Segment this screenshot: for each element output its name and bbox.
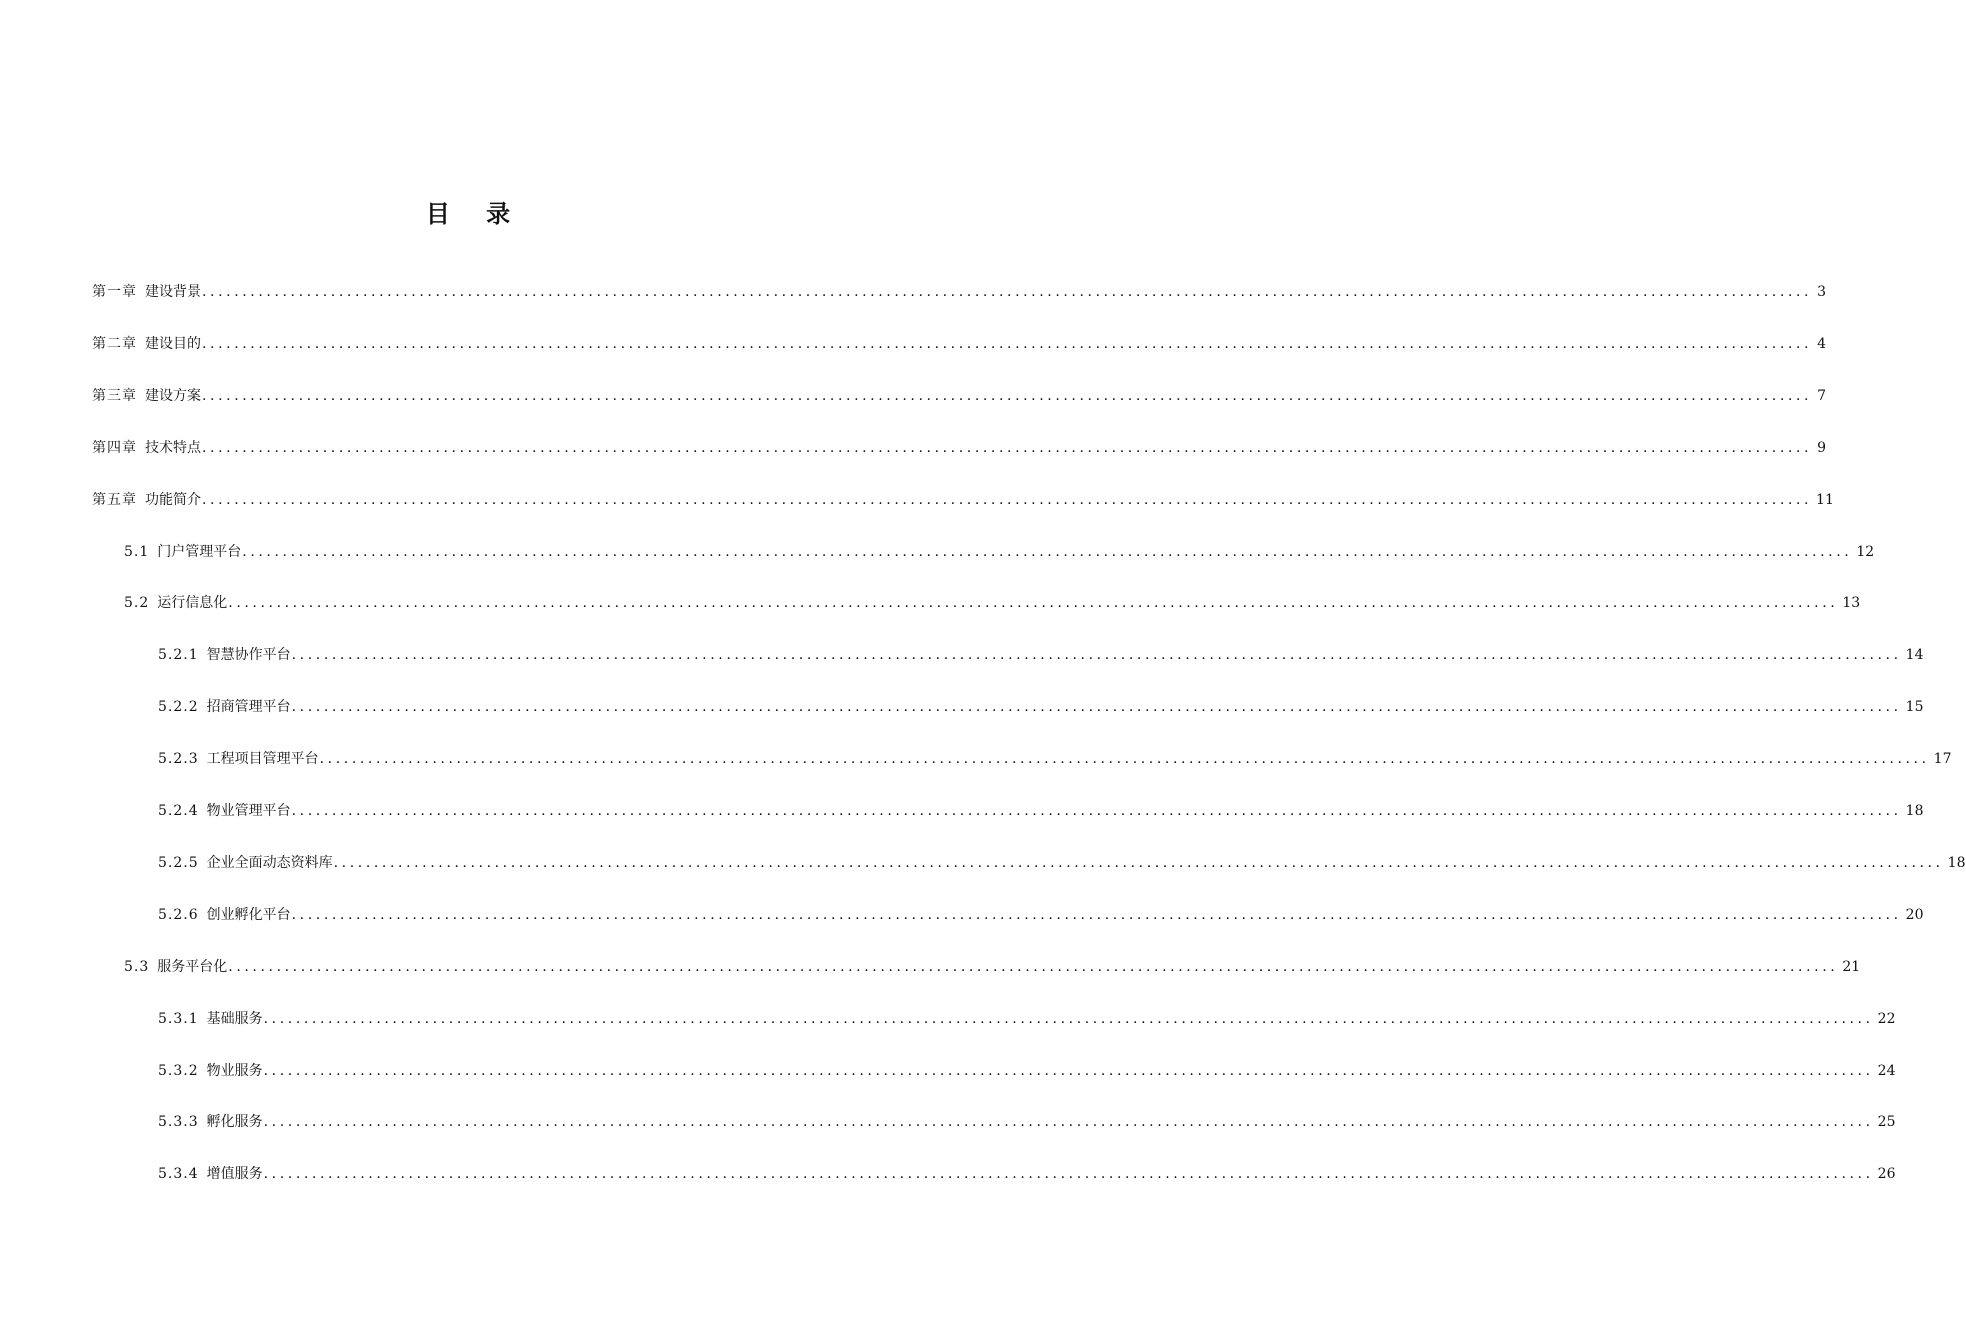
toc-dot-leader: ........................................................................................................................................................................................................ <box>228 959 1839 975</box>
toc-page-number: 22 <box>1877 1011 1896 1027</box>
toc-page-number: 25 <box>1877 1114 1896 1130</box>
toc-page-number: 20 <box>1905 907 1924 923</box>
toc-entry[interactable] <box>158 1164 1896 1184</box>
toc-entry-number: 5.3.3 <box>158 1114 199 1130</box>
toc-entry-number: 5.2 <box>124 595 150 611</box>
toc-entry[interactable] <box>92 282 1827 302</box>
toc-entry[interactable] <box>158 801 1924 821</box>
toc-entry-number: 第一章 <box>92 284 137 300</box>
toc-entry-title: 运行信息化 <box>157 595 228 611</box>
toc-dot-leader: ........................................................................................................................................................................................................ <box>263 1166 1874 1182</box>
toc-entry-title: 物业服务 <box>206 1063 263 1079</box>
toc-entry-number: 5.3.4 <box>158 1166 199 1182</box>
toc-entry-number: 第五章 <box>92 492 137 508</box>
toc-dot-leader: ........................................................................................................................................................................................................ <box>291 907 1902 923</box>
toc-dot-leader: ........................................................................................................................................................................................................ <box>242 544 1853 560</box>
toc-entry-title: 招商管理平台 <box>206 699 291 715</box>
toc-page-number: 3 <box>1817 284 1827 300</box>
toc-dot-leader: ........................................................................................................................................................................................................ <box>202 284 1813 300</box>
toc-entry-number: 5.3.2 <box>158 1063 199 1079</box>
toc-dot-leader: ........................................................................................................................................................................................................ <box>228 595 1839 611</box>
toc-page-number: 18 <box>1947 855 1966 871</box>
toc-page-number: 26 <box>1877 1166 1896 1182</box>
toc-entry[interactable] <box>92 438 1827 458</box>
toc-entry[interactable] <box>158 749 1952 769</box>
toc-entry-title: 智慧协作平台 <box>206 647 291 663</box>
toc-dot-leader: ........................................................................................................................................................................................................ <box>319 751 1930 767</box>
toc-page-number: 13 <box>1842 595 1861 611</box>
toc-entry[interactable] <box>158 645 1924 665</box>
toc-entry[interactable] <box>158 697 1924 717</box>
toc-page-number: 24 <box>1877 1063 1896 1079</box>
toc-page-number: 12 <box>1856 544 1875 560</box>
toc-entry-title: 功能简介 <box>145 492 201 508</box>
toc-entry-title: 增值服务 <box>206 1166 263 1182</box>
toc-dot-leader: ........................................................................................................................................................................................................ <box>263 1011 1874 1027</box>
toc-entry-number: 第二章 <box>92 336 137 352</box>
toc-page-number: 9 <box>1817 440 1827 456</box>
toc-page-number: 17 <box>1933 751 1952 767</box>
toc-entry[interactable] <box>158 1061 1896 1081</box>
toc-entry-title: 基础服务 <box>206 1011 263 1027</box>
toc-entry-number: 5.2.3 <box>158 751 199 767</box>
toc-entry-title: 孵化服务 <box>206 1114 263 1130</box>
toc-entry-number: 第三章 <box>92 388 137 404</box>
toc-entry-title: 工程项目管理平台 <box>206 751 319 767</box>
page-title: 目 录 <box>425 200 525 228</box>
toc-entry-title: 服务平台化 <box>157 959 228 975</box>
toc-page-number: 7 <box>1817 388 1827 404</box>
toc-entry-title: 建设背景 <box>145 284 201 300</box>
toc-entry-title: 物业管理平台 <box>206 803 291 819</box>
toc-dot-leader: ........................................................................................................................................................................................................ <box>291 699 1902 715</box>
toc-entry-number: 5.2.4 <box>158 803 199 819</box>
toc-entry-title: 技术特点 <box>145 440 201 456</box>
toc-dot-leader: ........................................................................................................................................................................................................ <box>291 647 1902 663</box>
toc-entry[interactable] <box>124 957 1861 977</box>
toc-page-number: 11 <box>1816 492 1834 508</box>
toc-page-number: 21 <box>1842 959 1861 975</box>
toc-entry-number: 5.2.1 <box>158 647 199 663</box>
toc-entry-number: 5.2.5 <box>158 855 199 871</box>
toc-entry[interactable] <box>158 1112 1896 1132</box>
toc-entry[interactable] <box>92 386 1827 406</box>
toc-entry-number: 5.3.1 <box>158 1011 199 1027</box>
toc-page-number: 4 <box>1817 336 1827 352</box>
toc-dot-leader: ........................................................................................................................................................................................................ <box>291 803 1902 819</box>
toc-entry-number: 第四章 <box>92 440 137 456</box>
toc-dot-leader: ........................................................................................................................................................................................................ <box>263 1063 1874 1079</box>
toc-entry-number: 5.1 <box>124 544 150 560</box>
toc-dot-leader: ........................................................................................................................................................................................................ <box>263 1114 1874 1130</box>
toc-page-number: 15 <box>1905 699 1924 715</box>
toc-entry[interactable] <box>124 542 1875 562</box>
toc-entry[interactable] <box>158 1009 1896 1029</box>
toc-entry[interactable] <box>158 853 1966 873</box>
toc-entry[interactable] <box>158 905 1924 925</box>
toc-dot-leader: ........................................................................................................................................................................................................ <box>202 492 1813 508</box>
toc-dot-leader: ........................................................................................................................................................................................................ <box>202 336 1813 352</box>
toc-entry-title: 企业全面动态资料库 <box>206 855 333 871</box>
toc-dot-leader: ........................................................................................................................................................................................................ <box>333 855 1944 871</box>
toc-entry-title: 建设方案 <box>145 388 201 404</box>
toc-dot-leader: ........................................................................................................................................................................................................ <box>202 440 1813 456</box>
toc-entry-title: 创业孵化平台 <box>206 907 291 923</box>
toc-entry[interactable] <box>124 593 1861 613</box>
toc-entry[interactable] <box>92 334 1827 354</box>
toc-dot-leader: ........................................................................................................................................................................................................ <box>202 388 1813 404</box>
toc-entry-number: 5.2.2 <box>158 699 199 715</box>
toc-entry-title: 建设目的 <box>145 336 201 352</box>
toc-entry[interactable] <box>92 490 1834 510</box>
toc-page-number: 14 <box>1905 647 1924 663</box>
toc-page-number: 18 <box>1905 803 1924 819</box>
toc-entry-title: 门户管理平台 <box>157 544 242 560</box>
toc-entry-number: 5.2.6 <box>158 907 199 923</box>
toc-entry-number: 5.3 <box>124 959 150 975</box>
